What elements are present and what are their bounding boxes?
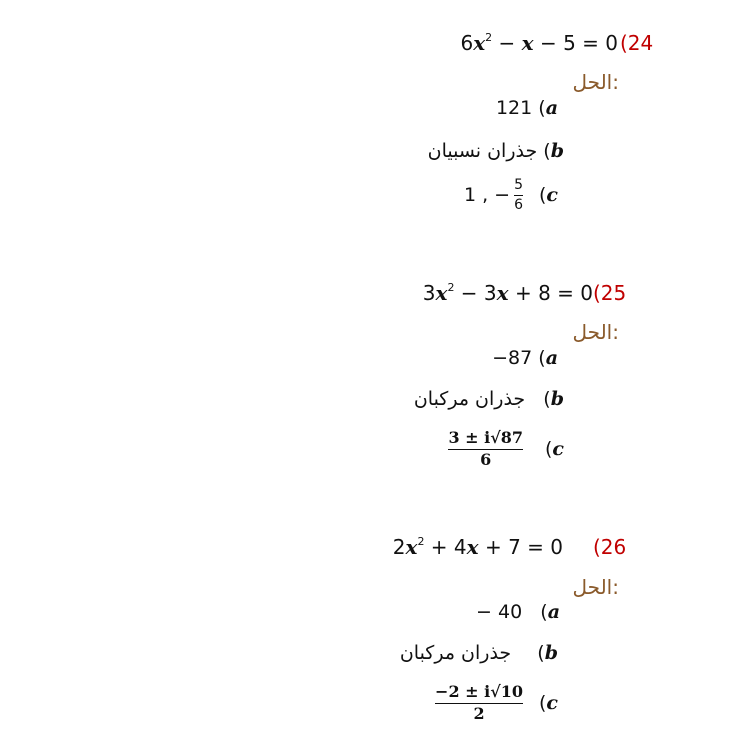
- problem-number: (24: [620, 31, 654, 55]
- fraction: $\frac{-2 \pm i√10}{2}$: [435, 682, 523, 723]
- answer-c: $\frac{3 \pm i√87}{6}$ ( c: [448, 428, 564, 469]
- answer-a: 121 (a: [495, 97, 558, 119]
- fraction: $\frac{5}{6}$: [514, 177, 523, 213]
- answer-b: جذران مركبان (b: [399, 642, 558, 664]
- equation: $3x^2 - 3x + 8 = 0$: [422, 281, 593, 305]
- answer-b: جذران نسبيان (b: [427, 140, 564, 162]
- solution-label: الحل:: [572, 575, 619, 599]
- problem-number: (25: [593, 281, 627, 305]
- solution-label: الحل:: [572, 320, 619, 344]
- equation: $2x^2 + 4x + 7 = 0$: [392, 535, 563, 559]
- problem-number: (26: [593, 535, 627, 559]
- answer-a: − 40 (a: [476, 601, 560, 623]
- answer-b: جذران مركبان (b: [413, 388, 564, 410]
- equation: $6x^2 - x - 5 = 0$: [460, 31, 618, 55]
- solution-label: الحل:: [572, 70, 619, 94]
- fraction: $\frac{3 \pm i√87}{6}$: [448, 428, 523, 469]
- answer-c: $\frac{-2 \pm i√10}{2}$ ( c: [435, 682, 558, 723]
- answer-a: −87 (a: [492, 347, 558, 369]
- answer-c: 1 , − $\frac{5}{6}$ ( c: [463, 177, 558, 213]
